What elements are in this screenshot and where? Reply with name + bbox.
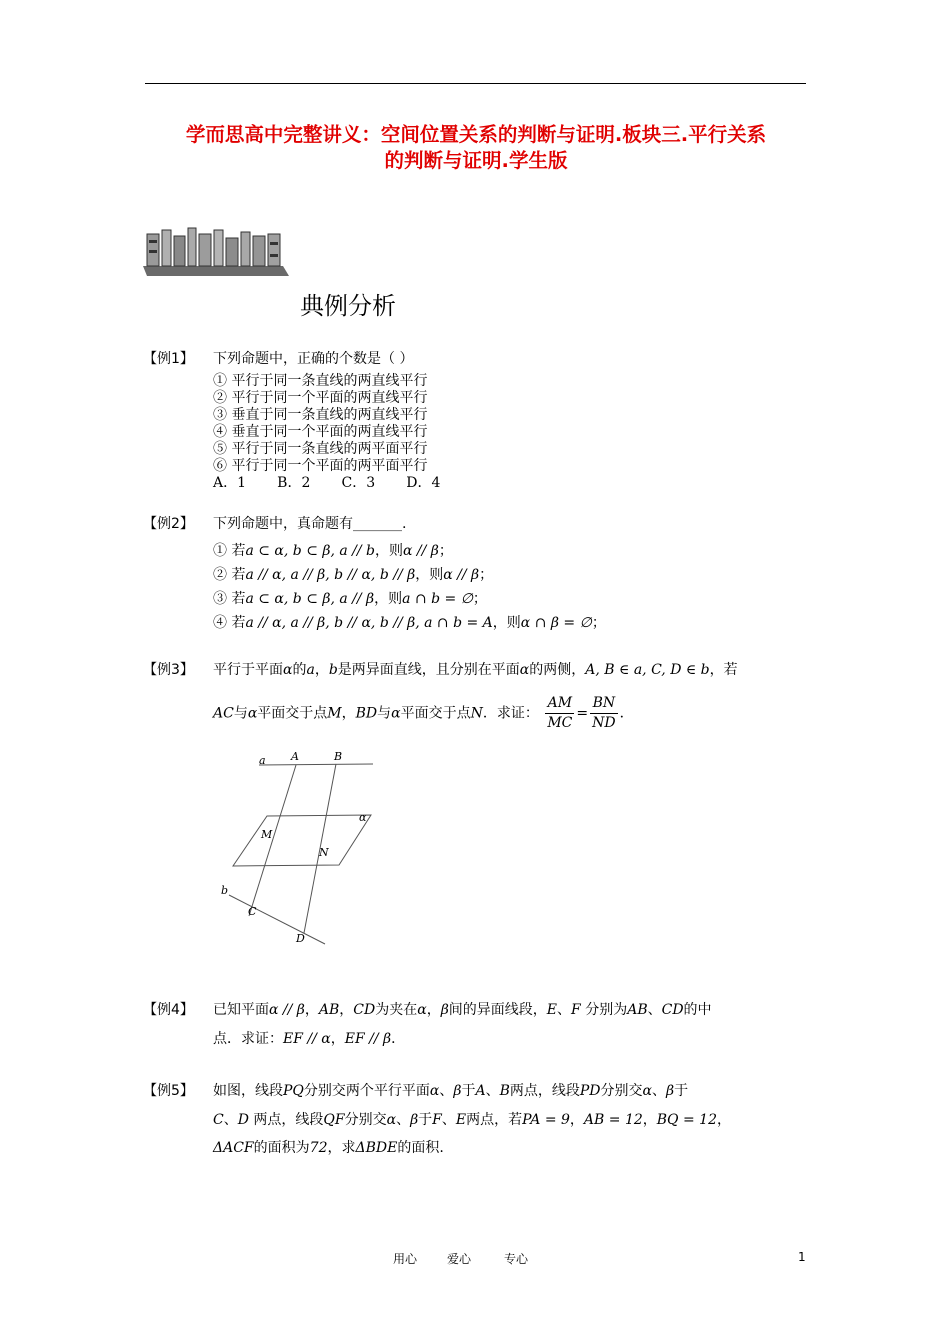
ex4-l1e: ， — [426, 1002, 441, 1018]
ex4-label: 【例4】 — [143, 1002, 194, 1018]
ex3-eq: = — [576, 705, 589, 722]
ex5-l2m8: PA = 9 — [522, 1112, 570, 1128]
ex4-l1m1: α // β — [269, 1002, 305, 1018]
p3-mid: ，则 — [374, 591, 403, 607]
ex5-l1m5: B — [499, 1083, 510, 1099]
ex5-l1m6: PD — [579, 1083, 601, 1099]
frac1-num: AM — [545, 694, 574, 714]
frac2-den: ND — [592, 715, 616, 731]
footer-text-2: 爱心 — [447, 1252, 472, 1266]
ex5-l1m1: PQ — [283, 1083, 304, 1099]
p1-end: ； — [438, 543, 453, 559]
ex2-proposition-2 — [213, 564, 493, 584]
ex5-l2m4: α — [386, 1112, 397, 1128]
ex2-proposition-1 — [213, 540, 453, 560]
page-number: 1 — [798, 1250, 806, 1264]
ex5-l2h: ， — [569, 1112, 584, 1128]
ex5-l2m3: QF — [323, 1112, 345, 1128]
ex4-l1m4: α — [417, 1002, 427, 1018]
ex4-l1f: 间的异面线段， — [448, 1002, 547, 1018]
ex1-item-4: ④ 垂直于同一个平面的两直线平行 — [213, 424, 428, 440]
ex2-proposition-4 — [213, 612, 606, 632]
ex4-line-1 — [213, 999, 712, 1019]
ex5-l2d: 、 — [396, 1112, 411, 1128]
books-banner-image — [143, 226, 289, 278]
label-b: b — [221, 884, 229, 897]
ex4-l1b: ， — [304, 1002, 319, 1018]
p1-mid: ，则 — [375, 543, 404, 559]
ex3-points: A, B ∈ a, C, D ∈ b — [585, 662, 710, 678]
p4-concl: α ∩ β = ∅ — [520, 615, 592, 631]
label-C: C — [248, 905, 257, 918]
ex4-l2m1: EF // α — [283, 1031, 331, 1047]
p4-math: a // α, a // β, b // α, b // β, a ∩ b = A — [245, 615, 493, 631]
ex4-l1c: ， — [339, 1002, 354, 1018]
ex3-alpha-2: α — [519, 662, 530, 678]
fraction-bn-nd — [590, 694, 617, 733]
ex3-ac: AC — [213, 705, 234, 722]
frac2-num: BN — [590, 694, 617, 714]
ex3-t7: 与 — [233, 705, 248, 722]
p1-math: a ⊂ α, b ⊂ β, a // b — [245, 543, 376, 559]
p4-mid: ，则 — [492, 615, 521, 631]
ex4-l2: 点．求证： — [213, 1031, 283, 1047]
ex4-l1g: 、 — [557, 1002, 572, 1018]
ex3-t10: 与 — [377, 705, 392, 722]
p3-concl: a ∩ b = ∅ — [402, 591, 473, 607]
ex3-n: N — [470, 705, 483, 722]
label-B: B — [334, 750, 343, 763]
document-title — [140, 122, 812, 174]
header-rule — [145, 83, 806, 84]
p2-mid: ，则 — [415, 567, 444, 583]
fraction-am-mc — [545, 694, 574, 733]
p3-pre: ③ 若 — [213, 591, 246, 607]
ex4-l2m2: EF // β — [344, 1031, 392, 1047]
ex5-l3a: 的面积为 — [253, 1140, 310, 1156]
title-line-1: 学而思高中完整讲义：空间位置关系的判断与证明.板块三.平行关系 — [185, 123, 767, 146]
ex5-l1b: 分别交两个平行平面 — [303, 1083, 430, 1099]
ex5-l1g: 分别交 — [600, 1083, 643, 1099]
ex1-item-6: ⑥ 平行于同一个平面的两平面平行 — [213, 458, 428, 474]
ex4-l1h: 分别为 — [580, 1002, 628, 1018]
ex3-b: b — [328, 662, 338, 678]
ex4-l1m3: CD — [353, 1002, 376, 1018]
label-M: M — [261, 828, 273, 841]
ex4-line-2 — [213, 1028, 405, 1048]
ex5-l2i: ， — [642, 1112, 657, 1128]
ex5-line-2 — [213, 1109, 731, 1129]
ex3-t8: 平面交于点 — [257, 705, 328, 722]
ex2-label: 【例2】 — [143, 516, 194, 532]
section-title: 典例分析 — [300, 292, 396, 320]
segment-ac — [249, 765, 296, 916]
ex5-l2a: 、 — [223, 1112, 238, 1128]
plane-alpha — [233, 815, 371, 866]
ex5-l1m2: α — [429, 1083, 440, 1099]
ex3-line-2 — [213, 694, 634, 733]
p4-end: ； — [591, 615, 606, 631]
ex5-l1e: 、 — [485, 1083, 500, 1099]
p4-pre: ④ 若 — [213, 615, 246, 631]
ex1-item-2: ② 平行于同一个平面的两直线平行 — [213, 390, 428, 406]
p2-concl: α // β — [443, 567, 480, 583]
ex4-l1j: 的中 — [683, 1002, 712, 1018]
ex5-l2j: ， — [716, 1112, 731, 1128]
footer-text-1: 用心 — [393, 1252, 418, 1266]
label-D: D — [296, 932, 305, 945]
ex3-line-1 — [213, 659, 738, 679]
ex4-l1m2: AB — [318, 1002, 340, 1018]
ex3-t2: 的 — [292, 662, 307, 678]
ex1-item-1: ① 平行于同一条直线的两直线平行 — [213, 373, 428, 389]
ex3-alpha-4: α — [391, 705, 401, 722]
ex5-l2m9: AB = 12 — [583, 1112, 643, 1128]
ex3-t3: ， — [314, 662, 329, 678]
ex4-l1m5: β — [440, 1002, 449, 1018]
ex3-label: 【例3】 — [143, 662, 194, 678]
ex5-l2m2: D — [237, 1112, 249, 1128]
ex4-l2c: ． — [391, 1031, 406, 1047]
p2-math: a // α, a // β, b // α, b // β — [245, 567, 416, 583]
ex5-l3c: 的面积. — [397, 1140, 444, 1156]
ex3-alpha: α — [283, 662, 293, 678]
ex5-l1f: 两点，线段 — [509, 1083, 580, 1099]
ex3-bd: BD — [355, 705, 378, 722]
ex3-a: a — [306, 662, 315, 678]
ex3-t6: ，若 — [709, 662, 738, 678]
ex5-l3b: ，求 — [327, 1140, 356, 1156]
title-line-2: 的判断与证明.学生版 — [384, 149, 568, 172]
p1-concl: α // β — [403, 543, 439, 559]
ex3-figure — [215, 748, 385, 948]
ex5-l1m8: β — [666, 1083, 675, 1099]
p3-end: ； — [472, 591, 487, 607]
ex5-l1d: 于 — [461, 1083, 476, 1099]
ex3-t12: ．求证： — [482, 705, 539, 722]
ex5-l2m5: β — [410, 1112, 419, 1128]
p2-pre: ② 若 — [213, 567, 246, 583]
ex1-stem: 下列命题中，正确的个数是（ ） — [213, 351, 414, 367]
ex2-proposition-3 — [213, 588, 487, 608]
p3-math: a ⊂ α, b ⊂ β, a // β — [245, 591, 375, 607]
ex5-l2e: 于 — [418, 1112, 433, 1128]
ex4-l1i: 、 — [647, 1002, 662, 1018]
ex5-l1m7: α — [642, 1083, 653, 1099]
ex5-l1c: 、 — [439, 1083, 454, 1099]
ex5-l2m10: BQ = 12 — [656, 1112, 717, 1128]
frac1-den: MC — [547, 715, 573, 731]
ex4-l1d: 为夹在 — [375, 1002, 418, 1018]
ex5-l1m4: A — [475, 1083, 486, 1099]
ex5-l2m6: F — [432, 1112, 442, 1128]
line-a — [259, 764, 373, 765]
ex5-l1i: 于 — [674, 1083, 689, 1099]
p1-pre: ① 若 — [213, 543, 246, 559]
ex1-item-5: ⑤ 平行于同一条直线的两平面平行 — [213, 441, 428, 457]
ex4-l2b: ， — [330, 1031, 345, 1047]
ex5-l1m3: β — [453, 1083, 462, 1099]
ex5-l2m1: C — [213, 1112, 224, 1128]
ex5-l3m2: 72 — [309, 1140, 328, 1156]
ex3-t5: 的两侧， — [529, 662, 586, 678]
ex3-t1: 平行于平面 — [213, 662, 283, 678]
ex1-choices: A．1 B．2 C．3 D．4 — [213, 475, 441, 491]
ex4-l1m7: F — [571, 1002, 581, 1018]
ex5-l3m1: ΔACF — [213, 1140, 254, 1156]
ex4-l1: 已知平面 — [213, 1002, 269, 1018]
ex5-l3m3: ΔBDE — [355, 1140, 398, 1156]
ex3-t4: 是两异面直线，且分别在平面 — [337, 662, 520, 678]
ex5-l2m7: E — [455, 1112, 467, 1128]
ex5-line-1 — [213, 1080, 688, 1100]
line-b — [229, 895, 325, 944]
label-A: A — [291, 750, 299, 763]
ex1-item-3: ③ 垂直于同一条直线的两直线平行 — [213, 407, 428, 423]
ex1-label: 【例1】 — [143, 351, 194, 367]
ex3-t9: ， — [341, 705, 356, 722]
label-a: a — [259, 754, 266, 767]
label-alpha: α — [359, 811, 367, 824]
ex2-stem: 下列命题中，真命题有_______. — [213, 516, 407, 532]
ex4-l1m6: E — [546, 1002, 558, 1018]
ex3-t13: ． — [619, 705, 634, 722]
ex5-l1a: 如图，线段 — [213, 1083, 283, 1099]
label-N: N — [319, 846, 329, 859]
ex3-t11: 平面交于点 — [400, 705, 471, 722]
ex5-l2c: 分别交 — [344, 1112, 387, 1128]
ex5-l2g: 两点，若 — [466, 1112, 523, 1128]
ex3-alpha-3: α — [247, 705, 258, 722]
ex4-l1m9: CD — [661, 1002, 684, 1018]
footer-text-3: 专心 — [504, 1252, 529, 1266]
ex3-m: M — [327, 705, 342, 722]
ex4-l1m8: AB — [627, 1002, 648, 1018]
ex5-label: 【例5】 — [143, 1083, 194, 1099]
ex5-line-3 — [213, 1137, 444, 1157]
p2-end: ； — [479, 567, 494, 583]
ex5-l2b: 两点，线段 — [248, 1112, 324, 1128]
ex5-l2f: 、 — [441, 1112, 456, 1128]
ex5-l1h: 、 — [652, 1083, 667, 1099]
